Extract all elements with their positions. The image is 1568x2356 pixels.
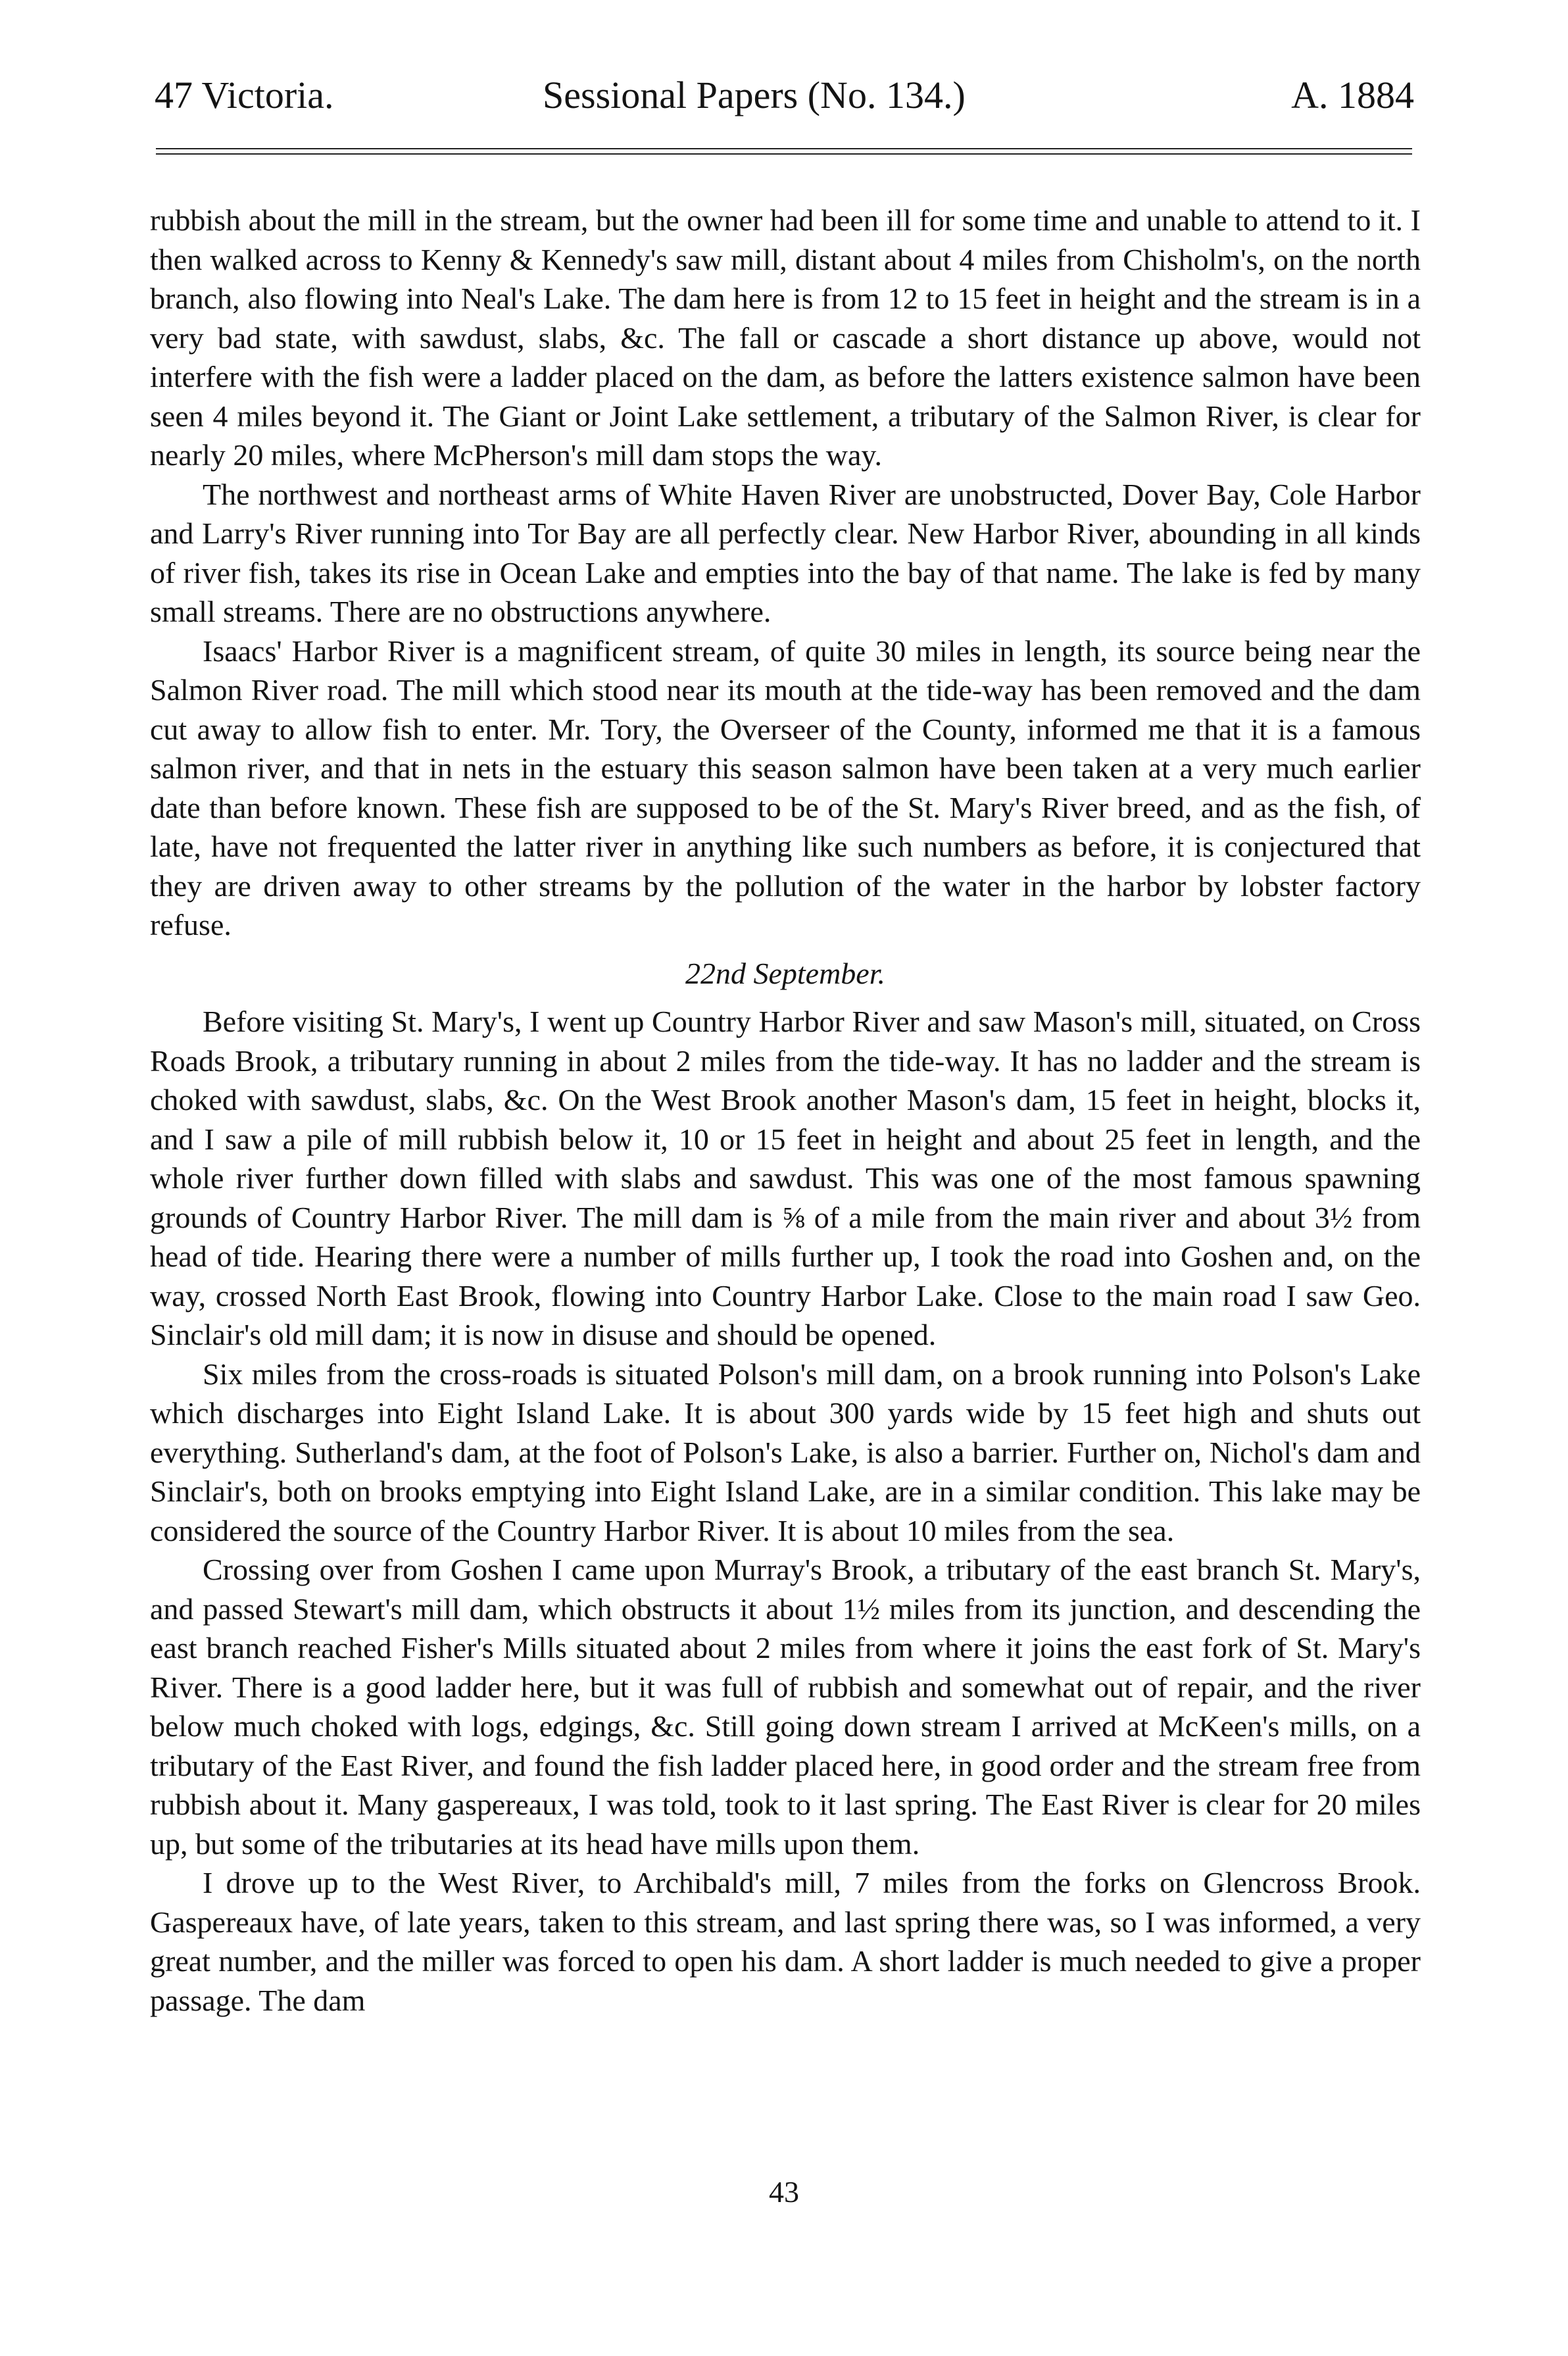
paragraph-polson-dam: Six miles from the cross-roads is situated Polson's mill dam, on a brook running into Polson's Lake which discharges into Eight Island Lake. It is about 300 yards wide by 15 feet high and shuts out everything. Sutherland's dam, at the foot of Polson's Lake, is also a barrier. Further on, Nichol's dam and Sinclair's, both on brooks emptying into Eight Island Lake, are in a similar condition. This lake may be considered the source of the Country Harbor River. It is about 10 miles from the sea.	[150, 1357, 1421, 1547]
paragraph-country-harbor: Before visiting St. Mary's, I went up Country Harbor River and saw Mason's mill, situated, on Cross Roads Brook, a tributary running in about 2 miles from the tide-way. It has no ladder and the stream is choked with sawdust, slabs, &c. On the West Brook another Mason's dam, 15 feet in height, blocks it, and I saw a pile of mill rubbish below it, 10 or 15 feet in height and about 25 feet in length, and the whole river further down filled with slabs and sawdust. This was one of the most famous spawning grounds of Country Harbor River. The mill dam is ⅝ of a mile from the main river and about 3½ from head of tide. Hearing there were a number of mills further up, I took the road into Goshen and, on the way, crossed North East Brook, flowing into Country Harbor Lake. Close to the main road I saw Geo. Sinclair's old mill dam; it is now in disuse and should be opened.	[150, 1005, 1421, 1351]
paragraph-continued: rubbish about the mill in the stream, but the owner had been ill for some time and unable to attend to it. I then walked across to Kenny & Kennedy's saw mill, distant about 4 miles from Chisholm's, on the north branch, also flowing into Neal's Lake. The dam here is from 12 to 15 feet in height and the stream is in a very bad state, with sawdust, slabs, &c. The fall or cascade a short distance up above, would not interfere with the fish were a ladder placed on the dam, as before the latters existence salmon have been seen 4 miles beyond it. The Giant or Joint Lake settlement, a tributary of the Salmon River, is clear for nearly 20 miles, where McPherson's mill dam stops the way.	[150, 203, 1421, 472]
header-sessional-papers: Sessional Papers (No. 134.)	[543, 74, 966, 116]
paragraph-isaacs-harbor: Isaacs' Harbor River is a magnificent stream, of quite 30 miles in length, its source being near the Salmon River road. The mill which stood near its mouth at the tide-way has been removed and the dam cut away to allow fish to enter. Mr. Tory, the Overseer of the County, informed me that it is a famous salmon river, and that in nets in the estuary this season salmon have been taken at a very much earlier date than before known. These fish are supposed to be of the St. Mary's River breed, and as the fish, of late, have not frequented the latter river in anything like such numbers as before, it is conjectured that they are driven away to other streams by the pollution of the water in the harbor by lobster factory refuse.	[150, 634, 1421, 941]
page-number: 43	[769, 2175, 799, 2209]
header-rule-top	[156, 148, 1412, 149]
paragraph-white-haven: The northwest and northeast arms of White Haven River are unobstructed, Dover Bay, Cole Harbor and Larry's River running into Tor Bay are all perfectly clear. New Harbor River, abounding in all kinds of river fish, takes its rise in Ocean Lake and empties into the bay of that name. The lake is fed by many small streams. There are no obstructions anywhere.	[150, 477, 1421, 628]
running-header	[155, 66, 1414, 125]
header-rule-bottom	[156, 153, 1412, 155]
report-body	[150, 201, 1421, 2020]
header-year: A. 1884	[1291, 74, 1414, 116]
header-session: 47 Victoria.	[155, 74, 334, 116]
date-heading: 22nd September.	[685, 956, 886, 990]
paragraph-murrays-brook: Crossing over from Goshen I came upon Murray's Brook, a tributary of the east branch St. Mary's, and passed Stewart's mill dam, which obstructs it about 1½ miles from its junction, and descending the east branch reached Fisher's Mills situated about 2 miles from where it joins the east fork of St. Mary's River. There is a good ladder here, but it was full of rubbish and somewhat out of repair, and the river below much choked with logs, edgings, &c. Still going down stream I arrived at McKeen's mills, on a tributary of the East River, and found the fish ladder placed here, in good order and the stream free from rubbish about it. Many gaspereaux, I was told, took to it last spring. The East River is clear for 20 miles up, but some of the tributaries at its head have mills upon them.	[150, 1553, 1421, 1861]
paragraph-west-river: I drove up to the West River, to Archibald's mill, 7 miles from the forks on Glencross Brook. Gaspereaux have, of late years, taken to this stream, and last spring there was, so I was informed, a very great number, and the miller was forced to open his dam. A short ladder is much needed to give a proper passage. The dam	[150, 1866, 1421, 2017]
